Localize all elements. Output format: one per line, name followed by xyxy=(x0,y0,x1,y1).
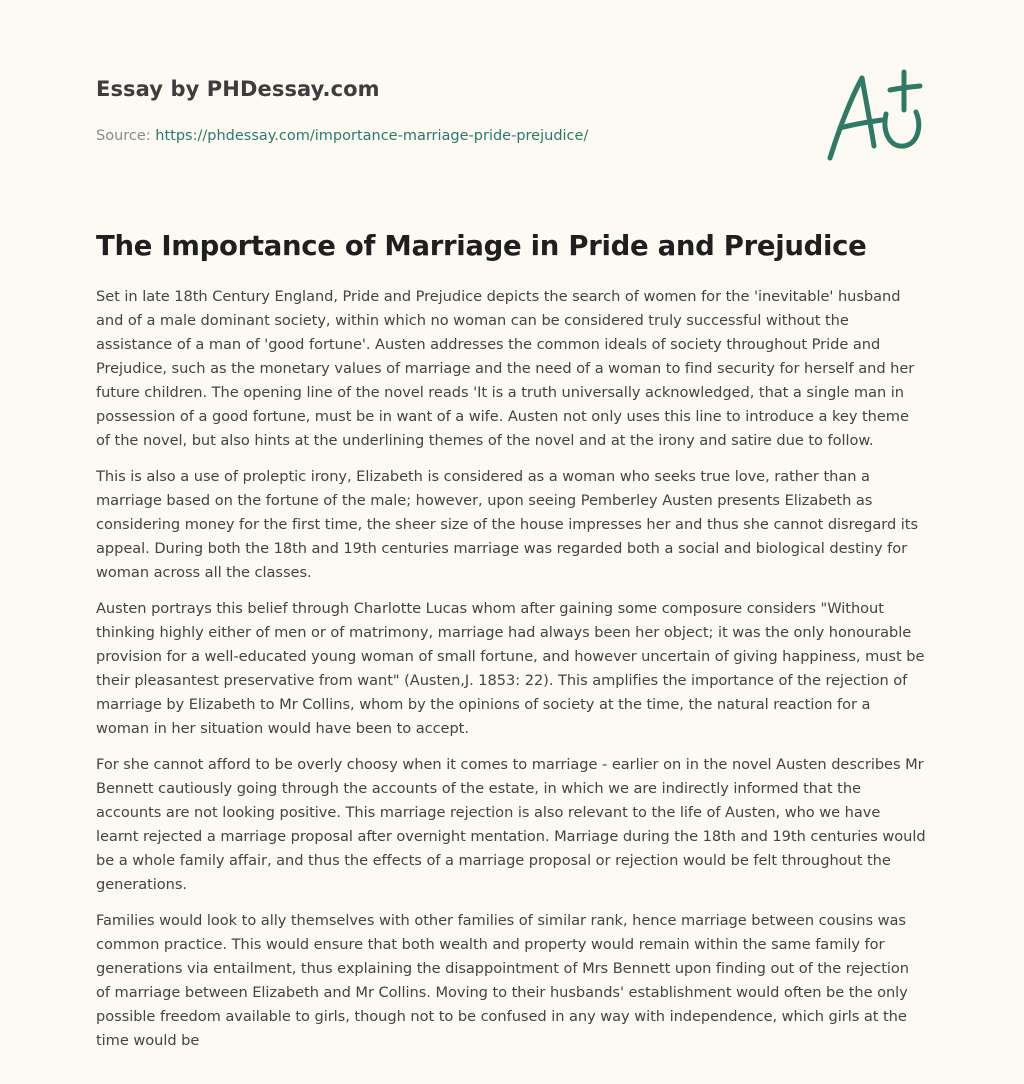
a-plus-logo-icon xyxy=(820,66,930,166)
paragraph: Austen portrays this belief through Charlotte Lucas whom after gaining some composure considers "Without thinking highly either of men or of matrimony, marriage had always been her object; it was the only honourable provision for a well-educated young woman of small fortune, and however uncertain of giving happiness, must be their pleasantest preservative from want" (Austen,J. 1853: 22). This amplifies the importance of the rejection of marriage by Elizabeth to Mr Collins, whom by the opinions of society at the time, the natural reaction for a woman in her situation would have been to accept. xyxy=(96,600,925,737)
article-title: The Importance of Marriage in Pride and Prejudice xyxy=(96,230,867,262)
page-header xyxy=(96,74,816,146)
source-link[interactable]: https://phdessay.com/importance-marriage-pride-prejudice/ xyxy=(155,128,589,144)
paragraph: This is also a use of proleptic irony, Elizabeth is considered as a woman who seeks true love, rather than a marriage based on the fortune of the male; however, upon seeing Pemberley Austen presents Elizabeth as considering money for the first time, the sheer size of the house impresses her and thus she cannot disregard its appeal. During both the 18th and 19th centuries marriage was regarded both a social and biological destiny for woman across all the classes. xyxy=(96,468,919,581)
article-body xyxy=(96,285,926,1065)
paragraph: Set in late 18th Century England, Pride and Prejudice depicts the search of women for the 'inevitable' husband and of a male dominant society, within which no woman can be considered truly successful without the assistance of a man of 'good fortune'. Austen addresses the common ideals of society throughout Pride and Prejudice, such as the monetary values of marriage and the need of a woman to find security for herself and her future children. The opening line of the novel reads 'It is a truth universally acknowledged, that a single man in possession of a good fortune, must be in want of a wife. Austen not only uses this line to introduce a key theme of the novel, but also hints at the underlining themes of the novel and at the irony and satire due to follow. xyxy=(96,288,915,449)
paragraph: Families would look to ally themselves with other families of similar rank, hence marriage between cousins was common practice. This would ensure that both wealth and property would remain within the same family for generations via entailment, thus explaining the disappointment of Mrs Bennett upon finding out of the rejection of marriage between Elizabeth and Mr Collins. Moving to their husbands' establishment would often be the only possible freedom available to girls, though not to be confused in any way with independence, which girls at the time would be xyxy=(96,912,909,1049)
a-plus-logo xyxy=(820,66,930,166)
brand-title: Essay by PHDessay.com xyxy=(96,77,380,101)
source-line xyxy=(96,126,816,146)
paragraph: For she cannot afford to be overly choosy when it comes to marriage - earlier on in the novel Austen describes Mr Bennett cautiously going through the accounts of the estate, in which we are indirectly informed that the accounts are not looking positive. This marriage rejection is also relevant to the life of Austen, who we have learnt rejected a marriage proposal after overnight mentation. Marriage during the 18th and 19th centuries would be a whole family affair, and thus the effects of a marriage proposal or rejection would be felt throughout the generations. xyxy=(96,756,926,893)
source-label: Source: xyxy=(96,128,151,144)
